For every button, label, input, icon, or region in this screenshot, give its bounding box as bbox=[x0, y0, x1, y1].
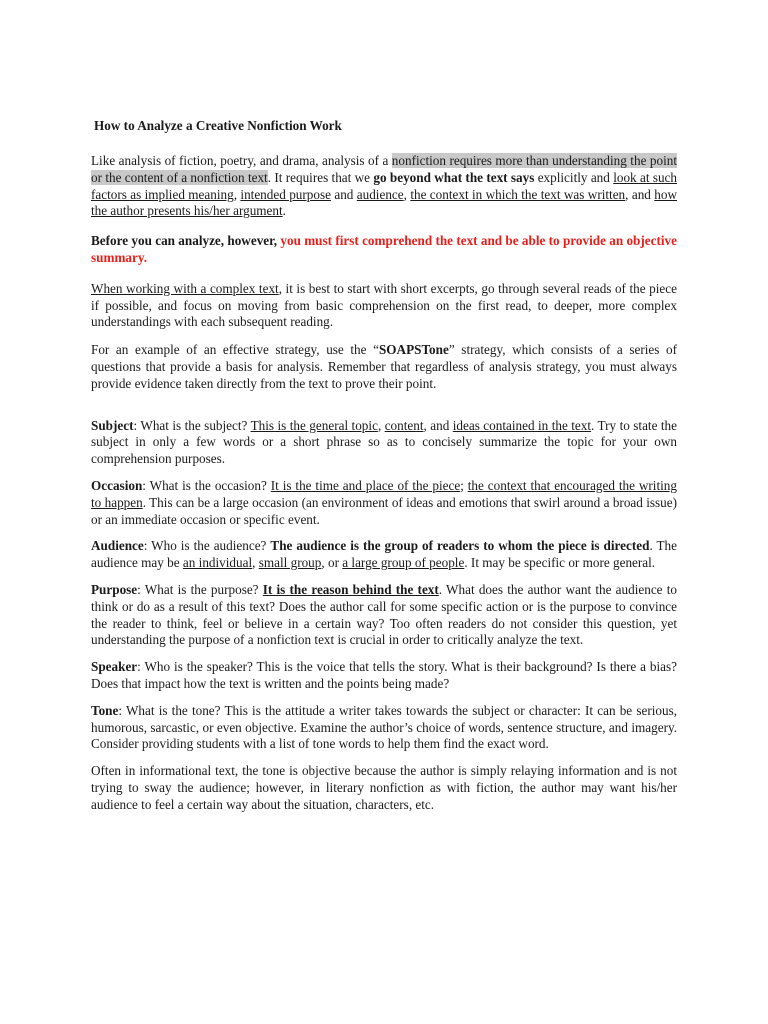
text-run: , or bbox=[321, 555, 343, 571]
underlined-text: When working with a complex text bbox=[91, 280, 279, 296]
document-page bbox=[91, 117, 677, 814]
term-label: Tone bbox=[91, 702, 119, 718]
text-run: : What is the occasion? bbox=[142, 477, 271, 493]
term-label: Speaker bbox=[91, 659, 138, 675]
text-run: , bbox=[377, 417, 385, 433]
text-run: : What is the tone? This is the attitude a writer takes towards the subject or character: It can be serious, humorous, sarcastic, or even objective. Examine the author’s choice of words, sentence structure, and imagery. Consider providing students with a list of tone words to help them find the exact word. bbox=[91, 702, 677, 752]
text-run: : What is the subject? bbox=[133, 417, 251, 433]
bold-text: SOAPSTone bbox=[378, 342, 449, 358]
underlined-text: small group bbox=[258, 555, 322, 571]
text-run: . Try to state the subject in only a few words or a short phrase so as to concisely summarize the topic for your own comprehension purposes. bbox=[91, 417, 678, 467]
text-run: , bbox=[252, 555, 259, 571]
text-run: . It requires that we bbox=[267, 169, 374, 185]
text-run: . The audience may be bbox=[91, 538, 678, 571]
text-run: : Who is the speaker? This is the voice that tells the story. What is their background? Is there a bias? Does that impact how the text is written and the points being made? bbox=[91, 659, 677, 691]
text-run: , and bbox=[423, 417, 453, 433]
underlined-text: how the author presents his/her argument bbox=[91, 186, 677, 219]
document-title: How to Analyze a Creative Nonfiction Work bbox=[94, 118, 342, 133]
before-paragraph bbox=[91, 233, 677, 267]
bold-text: Before you can analyze, however, bbox=[91, 233, 281, 249]
underlined-text: look at such factors as implied meaning bbox=[91, 169, 677, 202]
text-run: , and bbox=[625, 186, 655, 202]
text-run: . bbox=[282, 203, 286, 219]
purpose-paragraph bbox=[91, 582, 677, 649]
often-paragraph: Often in informational text, the tone is objective because the author is simply relaying information and is not trying to sway the audience; however, in literary nonfiction as with fiction, the author may want his/her audience to feel a certain way about the situation, characters, etc. bbox=[91, 763, 677, 812]
text-run: ” strategy, which consists of a series of questions that provide a basis for analysis. Remember that regardless of analysis strategy, you must always provide evidence taken directly from the text to prove their point. bbox=[91, 342, 677, 391]
term-label: Audience bbox=[91, 538, 144, 554]
text-run: , bbox=[233, 186, 241, 202]
occasion-paragraph bbox=[91, 478, 677, 528]
intro-paragraph bbox=[91, 153, 677, 220]
underlined-text: This is the general topic bbox=[250, 417, 378, 433]
text-run: : What is the purpose? bbox=[137, 581, 263, 597]
text-run: , bbox=[403, 186, 411, 202]
strategy-paragraph bbox=[91, 342, 677, 392]
text-run: and bbox=[330, 186, 357, 202]
text-run: . What does the author want the audience to think or do as a result of this text? Does the author call for some specific action or is the purpose to convince the reader to think, feel or believe in a certain way? Too often readers do not consider this question, yet understanding the purpose of a nonfiction text is crucial in order to critically analyze the text. bbox=[91, 581, 678, 648]
text-run: explicitly and bbox=[534, 169, 614, 185]
underlined-text: a large group of people bbox=[342, 555, 465, 571]
bold-underlined-text: It is the reason behind the text bbox=[262, 581, 439, 597]
red-emphasis-text: you must first comprehend the text and be able to provide an objective summary. bbox=[91, 233, 677, 265]
underlined-text: It is the time and place of the piece bbox=[270, 477, 461, 493]
underlined-text: an individual bbox=[182, 555, 253, 571]
underlined-text: content bbox=[384, 417, 424, 433]
bold-text: The audience is the group of readers to whom the piece is directed bbox=[270, 538, 650, 554]
underlined-text: the context in which the text was written bbox=[410, 186, 626, 202]
audience-paragraph bbox=[91, 538, 677, 572]
term-label: Occasion bbox=[91, 477, 143, 493]
term-label: Purpose bbox=[91, 581, 138, 597]
text-run: : Who is the audience? bbox=[143, 538, 271, 554]
text-run: ; bbox=[460, 477, 468, 493]
text-run: . It may be specific or more general. bbox=[464, 555, 656, 571]
underlined-text: the context that encouraged the writing to happen bbox=[91, 477, 677, 510]
text-run: . This can be a large occasion (an environment of ideas and emotions that swirl around a broad issue) or an immediate occasion or specific event. bbox=[91, 494, 677, 527]
highlighted-text: nonfiction requires more than understanding the point or the content of a nonfiction text bbox=[91, 153, 677, 185]
underlined-text: audience bbox=[356, 186, 404, 202]
text-run: Like analysis of fiction, poetry, and drama, analysis of a bbox=[91, 153, 392, 168]
underlined-text: intended purpose bbox=[240, 186, 331, 202]
underlined-text: ideas contained in the text bbox=[452, 417, 592, 433]
text-run: , it is best to start with short excerpts, go through several reads of the piece if possible, and focus on moving from basic comprehension on the first read, to deeper, more complex understandings with each subsequent reading. bbox=[91, 280, 677, 330]
complex-text-paragraph bbox=[91, 281, 677, 331]
speaker-paragraph bbox=[91, 659, 677, 693]
text-run: For an example of an effective strategy, use the “ bbox=[91, 342, 379, 358]
bold-text: go beyond what the text says bbox=[373, 169, 535, 185]
tone-paragraph bbox=[91, 703, 677, 753]
subject-paragraph bbox=[91, 418, 677, 468]
term-label: Subject bbox=[91, 417, 134, 433]
